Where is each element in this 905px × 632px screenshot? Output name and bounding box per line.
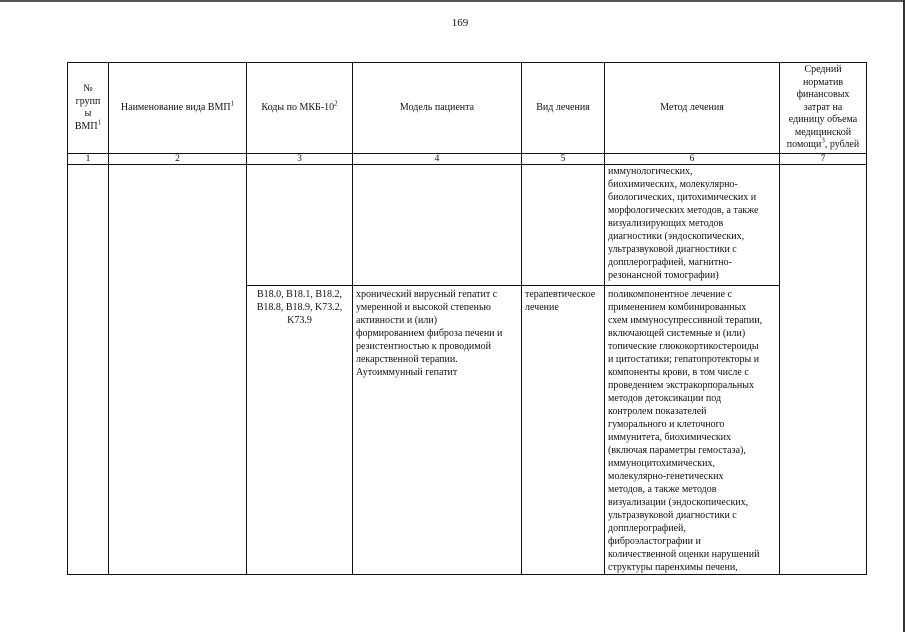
treatment-method-cell: поликомпонентное лечение с применением комбинированных схем иммуносупрессивной терапии, включающей системные и (или) топические глюкокортикостероиды и цитостатики; гепатопротекторы и компоненты крови, в том числе с проведением экстракорпоральных методов детоксикации под контролем показателей гуморального и клеточного иммунитета, биохимических (включая параметры гемостаза), иммуноцитохимических, молекулярно-генетических методов, а также методов визуализации (эндоскопических, ультразвуковой диагностики с допплерографией, фиброэластографии и количественной оценки нарушений структуры паренхимы печени,	[605, 286, 780, 575]
vmp-table	[67, 62, 867, 575]
column-number: 2	[109, 154, 247, 165]
header-treatment-method: Метод лечения	[605, 63, 780, 154]
patient-model-cell	[353, 165, 522, 286]
icd-codes-cell	[247, 165, 353, 286]
table-row	[68, 165, 867, 286]
treatment-type-cell: терапевтическое лечение	[522, 286, 605, 575]
column-number: 4	[353, 154, 522, 165]
header-treatment-type: Вид лечения	[522, 63, 605, 154]
column-number: 5	[522, 154, 605, 165]
column-number: 1	[68, 154, 109, 165]
header-group-number: № групп ы ВМП$^1$	[68, 63, 109, 154]
patient-model-cell: хронический вирусный гепатит с умеренной и высокой степенью активности и (или) формированием фиброза печени и резистентностью к проводимой лекарственной терапии. Аутоиммунный гепатит	[353, 286, 522, 575]
header-avg-cost: Средний норматив финансовых затрат на единицу объема медицинской помощи$^3$, рублей	[780, 63, 867, 154]
column-number-row	[68, 154, 867, 165]
scan-edge-top	[0, 0, 905, 2]
header-patient-model: Модель пациента	[353, 63, 522, 154]
avg-cost-cell	[780, 165, 867, 575]
column-number: 3	[247, 154, 353, 165]
page-number: 169	[451, 17, 469, 29]
header-row	[68, 63, 867, 154]
vmp-name-cell	[109, 165, 247, 575]
treatment-method-cell: иммунологических, биохимических, молекулярно- биологических, цитохимических и морфологических методов, а также визуализирующих методов диагностики (эндоскопических, ультразвуковой диагностики с допплерографией, магнитно- резонансной томографии)	[605, 165, 780, 286]
column-number: 7	[780, 154, 867, 165]
header-vmp-name: Наименование вида ВМП$^1$	[109, 63, 247, 154]
treatment-type-cell	[522, 165, 605, 286]
icd-codes-cell: B18.0, B18.1, B18.2, B18.8, B18.9, K73.2, K73.9	[247, 286, 353, 575]
group-number-cell	[68, 165, 109, 575]
column-number: 6	[605, 154, 780, 165]
header-icd-codes: Коды по МКБ-$10^2$	[247, 63, 353, 154]
